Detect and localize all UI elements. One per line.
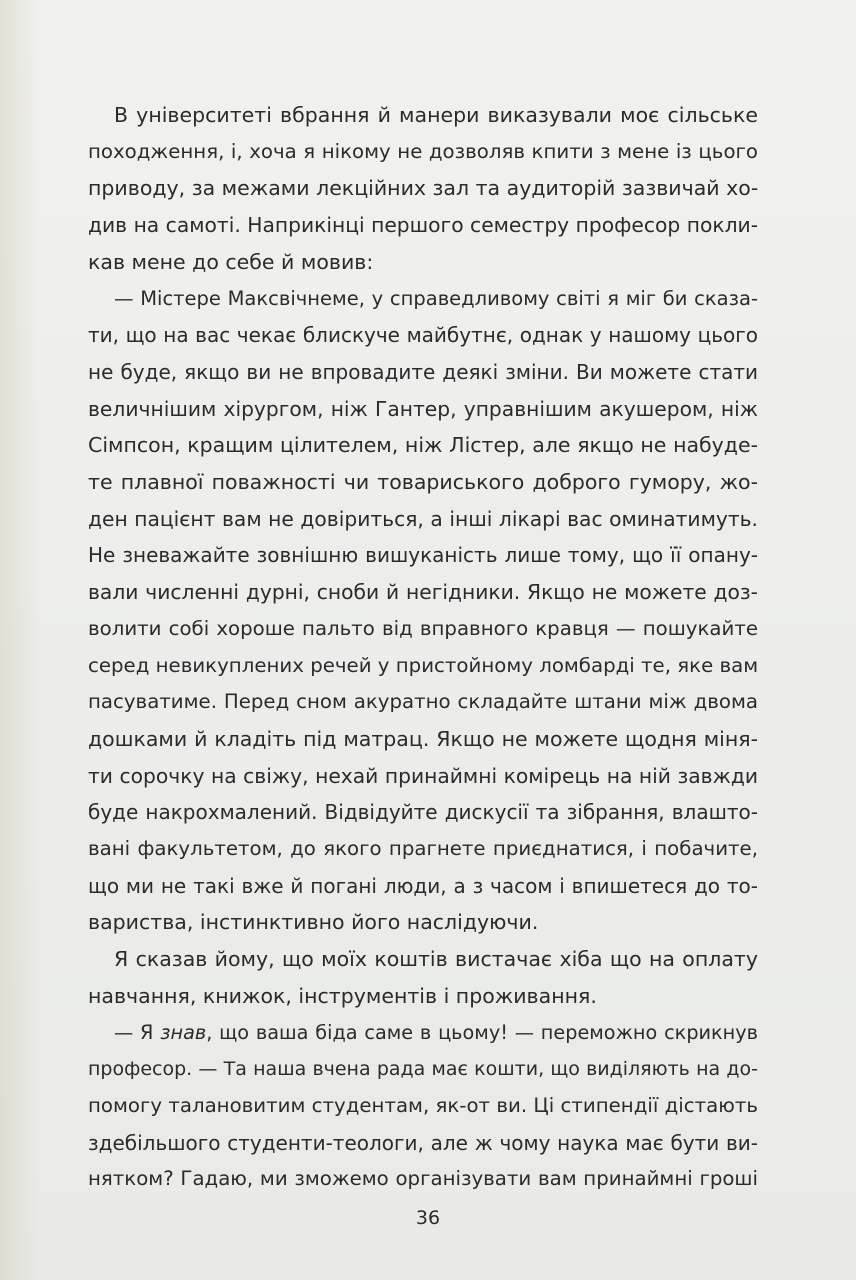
page-number: 36 xyxy=(415,1207,441,1229)
text-line: навчання, книжок, інструментів і проживання. xyxy=(88,983,597,1008)
text-line: Я сказав йому, що моїх коштів вистачає хіба що на оплату xyxy=(114,947,758,972)
text-line: вали численні дурні, сноби й негідники. Якщо не можете доз- xyxy=(88,580,758,605)
text-line: В університеті вбрання й манери виказували моє сільське xyxy=(114,103,758,127)
text-line: величнішим хірургом, ніж Гантер, управнішим акушером, ніж xyxy=(88,396,758,421)
page-binding-shadow xyxy=(0,0,40,1280)
text-line: не буде, якщо ви не впровадите деякі зміни. Ви можете стати xyxy=(88,359,758,384)
text-line: вані факультетом, до якого прагнете приєднатися, і побачите, xyxy=(88,837,758,861)
italic-word: знав xyxy=(160,1020,207,1044)
text-line xyxy=(88,1015,758,1052)
text-line: походження, і, хоча я нікому не дозволяв кпити з мене із цього xyxy=(88,139,758,163)
text-line: Сімпсон, кращим цілителем, ніж Лістер, але якщо не набуде- xyxy=(88,433,758,458)
text-line: що ми не такі вже й погані люди, а з часом і впишетеся до то- xyxy=(88,873,758,898)
text-span: — Я xyxy=(114,1020,161,1044)
text-line: здебільшого студенти-теологи, але ж чому наука має бути ви- xyxy=(88,1130,758,1155)
text-line: пасуватиме. Перед сном акуратно складайте штани між двома xyxy=(88,690,758,714)
text-line: серед невикуплених речей у пристойному ломбарді те, яке вам xyxy=(88,653,758,677)
text-line: помогу талановитим студентам, як-от ви. Ці стипендії дістають xyxy=(88,1093,758,1117)
text-line: приводу, за межами лекційних зал та аудиторій зазвичай хо- xyxy=(88,176,758,201)
page-body-text xyxy=(88,97,758,1198)
text-line: ти, що на вас чекає блискуче майбутнє, однак у нашому цього xyxy=(88,323,758,348)
text-line: дошками й кладіть під матрац. Якщо не можете щодня міня- xyxy=(88,726,758,751)
text-line: те плавної поважності чи товариського доброго гумору, жо- xyxy=(88,470,758,495)
text-line: кав мене до себе й мовив: xyxy=(88,249,374,274)
text-line: ден пацієнт вам не довіриться, а інші лікарі вас оминатимуть. xyxy=(88,506,758,531)
text-line: вариства, інстинктивно його наслідуючи. xyxy=(88,910,539,935)
text-line: Не зневажайте зовнішню вишуканість лише тому, що її опану- xyxy=(88,543,758,568)
text-line: нятком? Гадаю, ми зможемо організувати вам принаймні гроші xyxy=(88,1167,758,1191)
text-span: , що ваша біда саме в цьому! — переможно скрикнув xyxy=(206,1020,758,1044)
text-line: професор. — Та наша вчена рада має кошти, що виділяють на до- xyxy=(88,1058,758,1081)
text-line: ти сорочку на свіжу, нехай принаймні комірець на ній завжди xyxy=(88,763,758,788)
text-line: див на самоті. Наприкінці першого семестру професор покли- xyxy=(88,213,758,238)
text-line: волити собі хороше пальто від вправного кравця — пошукайте xyxy=(88,616,758,640)
text-line: буде накрохмалений. Відвідуйте дискусії та зібрання, влашто- xyxy=(88,800,758,825)
text-line: — Містере Максвічнеме, у справедливому світі я міг би сказа- xyxy=(114,286,758,310)
